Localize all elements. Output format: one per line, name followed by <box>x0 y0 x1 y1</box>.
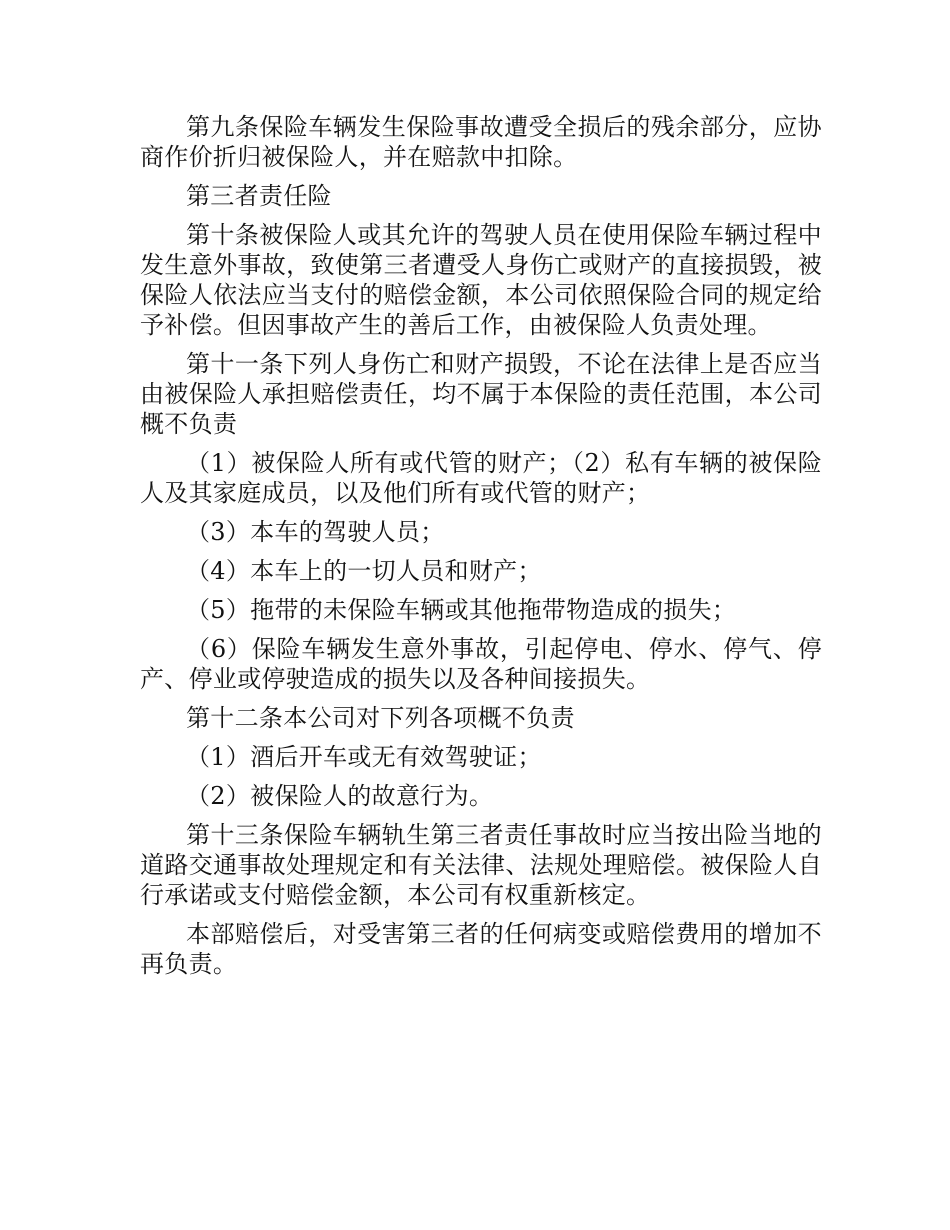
paragraph-article-13: 第十三条保险车辆轨生第三者责任事故时应当按出险当地的道路交通事故处理规定和有关法律、法规处理赔偿。被保险人自行承诺或支付赔偿金额，本公司有权重新核定。 <box>140 821 822 909</box>
list-item-12-1: （1）酒后开车或无有效驾驶证； <box>186 743 542 771</box>
list-item-11-1-2: （1）被保险人所有或代管的财产；（2）私有车辆的被保险人及其家庭成员，以及他们所有或代管的财产； <box>140 449 822 507</box>
list-item-12-2: （2）被保险人的故意行为。 <box>186 782 494 810</box>
paragraph-article-12: 第十二条本公司对下列各项概不负责 <box>186 704 575 732</box>
list-item-11-4: （4）本车上的一切人员和财产； <box>186 557 542 585</box>
paragraph-article-10: 第十条被保险人或其允许的驾驶人员在使用保险车辆过程中发生意外事故，致使第三者遭受人身伤亡或财产的直接损毁，被保险人依法应当支付的赔偿金额，本公司依照保险合同的规定给予补偿。但因事故产生的善后工作，由被保险人负责处理。 <box>140 221 822 339</box>
list-item-11-6: （6）保险车辆发生意外事故，引起停电、停水、停气、停产、停业或停驶造成的损失以及各种间接损失。 <box>140 635 822 693</box>
list-item-11-5: （5）拖带的未保险车辆或其他拖带物造成的损失； <box>186 596 737 624</box>
list-item-11-3: （3）本车的驾驶人员； <box>186 518 445 546</box>
paragraph-article-11: 第十一条下列人身伤亡和财产损毁，不论在法律上是否应当由被保险人承担赔偿责任，均不属于本保险的责任范围，本公司概不负责 <box>140 350 822 438</box>
paragraph-article-9: 第九条保险车辆发生保险事故遭受全损后的残余部分，应协商作价折归被保险人，并在赔款中扣除。 <box>140 113 822 171</box>
section-heading-third-party-liability: 第三者责任险 <box>186 182 332 210</box>
paragraph-closing: 本部赔偿后，对受害第三者的任何病变或赔偿费用的增加不再负责。 <box>140 920 822 978</box>
